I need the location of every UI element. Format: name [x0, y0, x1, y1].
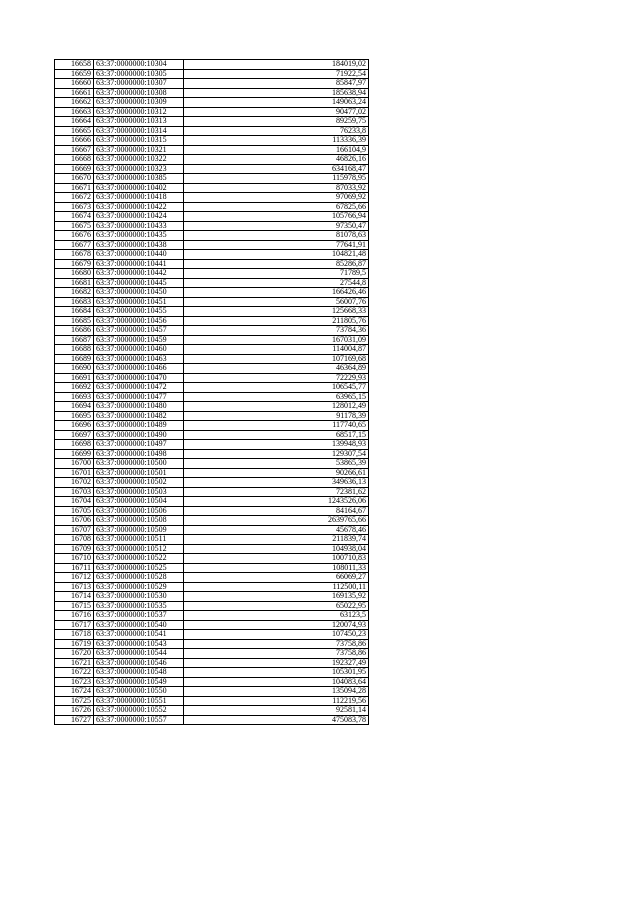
row-number-cell: 16697: [55, 430, 94, 440]
cadastral-number-cell: 63:37:0000000:10550: [94, 687, 184, 697]
row-number-cell: 16692: [55, 383, 94, 393]
cadastral-number-cell: 63:37:0000000:10541: [94, 630, 184, 640]
table-row: [55, 250, 369, 260]
table-row: [55, 544, 369, 554]
table-row: [55, 307, 369, 317]
cadastral-number-cell: 63:37:0000000:10442: [94, 269, 184, 279]
row-number-cell: 16672: [55, 193, 94, 203]
table-row: [55, 212, 369, 222]
row-number-cell: 16658: [55, 60, 94, 70]
cadastral-number-cell: 63:37:0000000:10314: [94, 126, 184, 136]
value-cell: 139948,93: [184, 440, 369, 450]
row-number-cell: 16670: [55, 174, 94, 184]
cadastral-number-cell: 63:37:0000000:10537: [94, 611, 184, 621]
row-number-cell: 16699: [55, 449, 94, 459]
cadastral-number-cell: 63:37:0000000:10312: [94, 107, 184, 117]
table-row: [55, 202, 369, 212]
value-cell: 71789,5: [184, 269, 369, 279]
cadastral-number-cell: 63:37:0000000:10500: [94, 459, 184, 469]
value-cell: 45678,46: [184, 525, 369, 535]
row-number-cell: 16698: [55, 440, 94, 450]
value-cell: 113336,39: [184, 136, 369, 146]
cadastral-number-cell: 63:37:0000000:10424: [94, 212, 184, 222]
row-number-cell: 16708: [55, 535, 94, 545]
value-cell: 128012,49: [184, 402, 369, 412]
value-cell: 106545,77: [184, 383, 369, 393]
value-cell: 211805,76: [184, 316, 369, 326]
cadastral-number-cell: 63:37:0000000:10477: [94, 392, 184, 402]
cadastral-number-cell: 63:37:0000000:10472: [94, 383, 184, 393]
value-cell: 85286,87: [184, 259, 369, 269]
cadastral-number-cell: 63:37:0000000:10441: [94, 259, 184, 269]
cadastral-number-cell: 63:37:0000000:10504: [94, 497, 184, 507]
row-number-cell: 16723: [55, 677, 94, 687]
table-row: [55, 231, 369, 241]
table-row: [55, 639, 369, 649]
value-cell: 87033,92: [184, 183, 369, 193]
table-row: [55, 79, 369, 89]
table-row: [55, 677, 369, 687]
row-number-cell: 16676: [55, 231, 94, 241]
cadastral-number-cell: 63:37:0000000:10480: [94, 402, 184, 412]
cadastral-number-cell: 63:37:0000000:10433: [94, 221, 184, 231]
cadastral-number-cell: 63:37:0000000:10466: [94, 364, 184, 374]
table-row: [55, 468, 369, 478]
value-cell: 105766,94: [184, 212, 369, 222]
value-cell: 184019,02: [184, 60, 369, 70]
row-number-cell: 16677: [55, 240, 94, 250]
cadastral-number-cell: 63:37:0000000:10490: [94, 430, 184, 440]
cadastral-number-cell: 63:37:0000000:10438: [94, 240, 184, 250]
row-number-cell: 16721: [55, 658, 94, 668]
table-row: [55, 620, 369, 630]
value-cell: 104083,64: [184, 677, 369, 687]
table-row: [55, 706, 369, 716]
value-cell: 100710,83: [184, 554, 369, 564]
table-row: [55, 136, 369, 146]
cadastral-number-cell: 63:37:0000000:10422: [94, 202, 184, 212]
cadastral-number-cell: 63:37:0000000:10503: [94, 487, 184, 497]
cadastral-number-cell: 63:37:0000000:10509: [94, 525, 184, 535]
cadastral-number-cell: 63:37:0000000:10502: [94, 478, 184, 488]
cadastral-number-cell: 63:37:0000000:10508: [94, 516, 184, 526]
table-row: [55, 696, 369, 706]
row-number-cell: 16664: [55, 117, 94, 127]
value-cell: 475083,78: [184, 715, 369, 725]
table-row: [55, 269, 369, 279]
table-row: [55, 326, 369, 336]
row-number-cell: 16709: [55, 544, 94, 554]
row-number-cell: 16714: [55, 592, 94, 602]
table-row: [55, 611, 369, 621]
cadastral-number-cell: 63:37:0000000:10489: [94, 421, 184, 431]
cadastral-number-cell: 63:37:0000000:10456: [94, 316, 184, 326]
row-number-cell: 16678: [55, 250, 94, 260]
cadastral-number-cell: 63:37:0000000:10440: [94, 250, 184, 260]
table-row: [55, 88, 369, 98]
cadastral-number-cell: 63:37:0000000:10528: [94, 573, 184, 583]
value-cell: 90266,61: [184, 468, 369, 478]
row-number-cell: 16717: [55, 620, 94, 630]
table-row: [55, 164, 369, 174]
table-row: [55, 98, 369, 108]
row-number-cell: 16660: [55, 79, 94, 89]
row-number-cell: 16685: [55, 316, 94, 326]
row-number-cell: 16693: [55, 392, 94, 402]
table-row: [55, 364, 369, 374]
value-cell: 63123,5: [184, 611, 369, 621]
cadastral-number-cell: 63:37:0000000:10463: [94, 354, 184, 364]
table-row: [55, 335, 369, 345]
cadastral-number-cell: 63:37:0000000:10321: [94, 145, 184, 155]
value-cell: 1243526,06: [184, 497, 369, 507]
value-cell: 71922,54: [184, 69, 369, 79]
row-number-cell: 16665: [55, 126, 94, 136]
row-number-cell: 16691: [55, 373, 94, 383]
table-row: [55, 715, 369, 725]
value-cell: 67825,66: [184, 202, 369, 212]
value-cell: 73758,86: [184, 639, 369, 649]
table-row: [55, 592, 369, 602]
cadastral-number-cell: 63:37:0000000:10549: [94, 677, 184, 687]
table-row: [55, 259, 369, 269]
value-cell: 77641,91: [184, 240, 369, 250]
row-number-cell: 16713: [55, 582, 94, 592]
value-cell: 72229,93: [184, 373, 369, 383]
row-number-cell: 16668: [55, 155, 94, 165]
row-number-cell: 16694: [55, 402, 94, 412]
table-row: [55, 69, 369, 79]
row-number-cell: 16720: [55, 649, 94, 659]
cadastral-table: [54, 59, 369, 725]
table-row: [55, 193, 369, 203]
table-row: [55, 459, 369, 469]
table-row: [55, 478, 369, 488]
table-row: [55, 658, 369, 668]
value-cell: 192327,49: [184, 658, 369, 668]
value-cell: 76233,8: [184, 126, 369, 136]
cadastral-number-cell: 63:37:0000000:10511: [94, 535, 184, 545]
value-cell: 97350,47: [184, 221, 369, 231]
value-cell: 129307,54: [184, 449, 369, 459]
row-number-cell: 16725: [55, 696, 94, 706]
cadastral-number-cell: 63:37:0000000:10552: [94, 706, 184, 716]
table-row: [55, 240, 369, 250]
value-cell: 108011,33: [184, 563, 369, 573]
table-row: [55, 535, 369, 545]
cadastral-number-cell: 63:37:0000000:10459: [94, 335, 184, 345]
row-number-cell: 16722: [55, 668, 94, 678]
table-row: [55, 155, 369, 165]
table-row: [55, 421, 369, 431]
value-cell: 167031,09: [184, 335, 369, 345]
row-number-cell: 16705: [55, 506, 94, 516]
table-row: [55, 402, 369, 412]
value-cell: 169135,92: [184, 592, 369, 602]
cadastral-number-cell: 63:37:0000000:10529: [94, 582, 184, 592]
value-cell: 120074,93: [184, 620, 369, 630]
row-number-cell: 16688: [55, 345, 94, 355]
cadastral-number-cell: 63:37:0000000:10450: [94, 288, 184, 298]
row-number-cell: 16662: [55, 98, 94, 108]
row-number-cell: 16687: [55, 335, 94, 345]
value-cell: 27544,8: [184, 278, 369, 288]
cadastral-number-cell: 63:37:0000000:10497: [94, 440, 184, 450]
row-number-cell: 16681: [55, 278, 94, 288]
row-number-cell: 16716: [55, 611, 94, 621]
table-row: [55, 107, 369, 117]
cadastral-number-cell: 63:37:0000000:10457: [94, 326, 184, 336]
table-row: [55, 383, 369, 393]
value-cell: 46826,16: [184, 155, 369, 165]
value-cell: 114004,87: [184, 345, 369, 355]
table-row: [55, 174, 369, 184]
value-cell: 125668,33: [184, 307, 369, 317]
cadastral-number-cell: 63:37:0000000:10530: [94, 592, 184, 602]
table-row: [55, 516, 369, 526]
value-cell: 85847,97: [184, 79, 369, 89]
value-cell: 92581,14: [184, 706, 369, 716]
table-row: [55, 563, 369, 573]
row-number-cell: 16682: [55, 288, 94, 298]
table-body: [55, 60, 369, 725]
row-number-cell: 16667: [55, 145, 94, 155]
value-cell: 112219,56: [184, 696, 369, 706]
table-row: [55, 440, 369, 450]
row-number-cell: 16711: [55, 563, 94, 573]
cadastral-number-cell: 63:37:0000000:10307: [94, 79, 184, 89]
row-number-cell: 16661: [55, 88, 94, 98]
table-row: [55, 117, 369, 127]
cadastral-number-cell: 63:37:0000000:10460: [94, 345, 184, 355]
cadastral-number-cell: 63:37:0000000:10323: [94, 164, 184, 174]
table-row: [55, 145, 369, 155]
cadastral-number-cell: 63:37:0000000:10544: [94, 649, 184, 659]
cadastral-number-cell: 63:37:0000000:10522: [94, 554, 184, 564]
cadastral-number-cell: 63:37:0000000:10322: [94, 155, 184, 165]
cadastral-number-cell: 63:37:0000000:10445: [94, 278, 184, 288]
cadastral-number-cell: 63:37:0000000:10557: [94, 715, 184, 725]
table-row: [55, 430, 369, 440]
table-row: [55, 278, 369, 288]
value-cell: 634168,47: [184, 164, 369, 174]
row-number-cell: 16683: [55, 297, 94, 307]
row-number-cell: 16680: [55, 269, 94, 279]
cadastral-number-cell: 63:37:0000000:10525: [94, 563, 184, 573]
row-number-cell: 16700: [55, 459, 94, 469]
row-number-cell: 16710: [55, 554, 94, 564]
cadastral-number-cell: 63:37:0000000:10385: [94, 174, 184, 184]
row-number-cell: 16675: [55, 221, 94, 231]
value-cell: 68517,15: [184, 430, 369, 440]
cadastral-number-cell: 63:37:0000000:10313: [94, 117, 184, 127]
value-cell: 112500,11: [184, 582, 369, 592]
table-row: [55, 297, 369, 307]
table-row: [55, 582, 369, 592]
value-cell: 97069,92: [184, 193, 369, 203]
value-cell: 72381,62: [184, 487, 369, 497]
value-cell: 73784,36: [184, 326, 369, 336]
value-cell: 84164,67: [184, 506, 369, 516]
row-number-cell: 16663: [55, 107, 94, 117]
row-number-cell: 16702: [55, 478, 94, 488]
value-cell: 117740,65: [184, 421, 369, 431]
cadastral-number-cell: 63:37:0000000:10435: [94, 231, 184, 241]
row-number-cell: 16726: [55, 706, 94, 716]
value-cell: 73758,86: [184, 649, 369, 659]
cadastral-number-cell: 63:37:0000000:10308: [94, 88, 184, 98]
row-number-cell: 16679: [55, 259, 94, 269]
cadastral-number-cell: 63:37:0000000:10309: [94, 98, 184, 108]
table-row: [55, 411, 369, 421]
cadastral-number-cell: 63:37:0000000:10498: [94, 449, 184, 459]
value-cell: 211839,74: [184, 535, 369, 545]
value-cell: 90477,02: [184, 107, 369, 117]
table-row: [55, 354, 369, 364]
row-number-cell: 16689: [55, 354, 94, 364]
table-row: [55, 573, 369, 583]
table-row: [55, 525, 369, 535]
table-row: [55, 183, 369, 193]
row-number-cell: 16674: [55, 212, 94, 222]
value-cell: 46364,89: [184, 364, 369, 374]
value-cell: 105301,95: [184, 668, 369, 678]
row-number-cell: 16666: [55, 136, 94, 146]
table-row: [55, 506, 369, 516]
value-cell: 149063,24: [184, 98, 369, 108]
row-number-cell: 16684: [55, 307, 94, 317]
row-number-cell: 16718: [55, 630, 94, 640]
table-row: [55, 449, 369, 459]
value-cell: 104821,48: [184, 250, 369, 260]
cadastral-number-cell: 63:37:0000000:10546: [94, 658, 184, 668]
value-cell: 166426,46: [184, 288, 369, 298]
value-cell: 166104,9: [184, 145, 369, 155]
row-number-cell: 16686: [55, 326, 94, 336]
table-row: [55, 373, 369, 383]
row-number-cell: 16669: [55, 164, 94, 174]
value-cell: 104938,04: [184, 544, 369, 554]
row-number-cell: 16673: [55, 202, 94, 212]
value-cell: 349636,13: [184, 478, 369, 488]
table-row: [55, 221, 369, 231]
table-row: [55, 601, 369, 611]
row-number-cell: 16706: [55, 516, 94, 526]
row-number-cell: 16703: [55, 487, 94, 497]
cadastral-number-cell: 63:37:0000000:10543: [94, 639, 184, 649]
table-row: [55, 649, 369, 659]
table-row: [55, 316, 369, 326]
table-row: [55, 60, 369, 70]
value-cell: 66069,27: [184, 573, 369, 583]
cadastral-number-cell: 63:37:0000000:10551: [94, 696, 184, 706]
cadastral-number-cell: 63:37:0000000:10506: [94, 506, 184, 516]
table-row: [55, 392, 369, 402]
cadastral-number-cell: 63:37:0000000:10402: [94, 183, 184, 193]
row-number-cell: 16715: [55, 601, 94, 611]
table-row: [55, 345, 369, 355]
value-cell: 2639765,66: [184, 516, 369, 526]
table-row: [55, 497, 369, 507]
row-number-cell: 16701: [55, 468, 94, 478]
table-row: [55, 126, 369, 136]
cadastral-number-cell: 63:37:0000000:10548: [94, 668, 184, 678]
row-number-cell: 16719: [55, 639, 94, 649]
row-number-cell: 16707: [55, 525, 94, 535]
value-cell: 107169,68: [184, 354, 369, 364]
value-cell: 185638,94: [184, 88, 369, 98]
cadastral-number-cell: 63:37:0000000:10418: [94, 193, 184, 203]
row-number-cell: 16695: [55, 411, 94, 421]
row-number-cell: 16659: [55, 69, 94, 79]
cadastral-number-cell: 63:37:0000000:10451: [94, 297, 184, 307]
value-cell: 56007,76: [184, 297, 369, 307]
cadastral-number-cell: 63:37:0000000:10512: [94, 544, 184, 554]
row-number-cell: 16696: [55, 421, 94, 431]
cadastral-number-cell: 63:37:0000000:10315: [94, 136, 184, 146]
cadastral-number-cell: 63:37:0000000:10540: [94, 620, 184, 630]
value-cell: 53865,39: [184, 459, 369, 469]
row-number-cell: 16724: [55, 687, 94, 697]
cadastral-number-cell: 63:37:0000000:10304: [94, 60, 184, 70]
row-number-cell: 16704: [55, 497, 94, 507]
value-cell: 107450,23: [184, 630, 369, 640]
value-cell: 135094,28: [184, 687, 369, 697]
table-row: [55, 687, 369, 697]
table-row: [55, 487, 369, 497]
table-row: [55, 630, 369, 640]
cadastral-number-cell: 63:37:0000000:10470: [94, 373, 184, 383]
cadastral-number-cell: 63:37:0000000:10455: [94, 307, 184, 317]
value-cell: 91178,39: [184, 411, 369, 421]
table-row: [55, 668, 369, 678]
value-cell: 65022,95: [184, 601, 369, 611]
cadastral-number-cell: 63:37:0000000:10535: [94, 601, 184, 611]
cadastral-number-cell: 63:37:0000000:10482: [94, 411, 184, 421]
value-cell: 81078,63: [184, 231, 369, 241]
row-number-cell: 16712: [55, 573, 94, 583]
cadastral-number-cell: 63:37:0000000:10305: [94, 69, 184, 79]
row-number-cell: 16690: [55, 364, 94, 374]
value-cell: 115978,95: [184, 174, 369, 184]
table-row: [55, 554, 369, 564]
table-row: [55, 288, 369, 298]
value-cell: 63965,15: [184, 392, 369, 402]
row-number-cell: 16727: [55, 715, 94, 725]
cadastral-number-cell: 63:37:0000000:10501: [94, 468, 184, 478]
value-cell: 89259,75: [184, 117, 369, 127]
row-number-cell: 16671: [55, 183, 94, 193]
